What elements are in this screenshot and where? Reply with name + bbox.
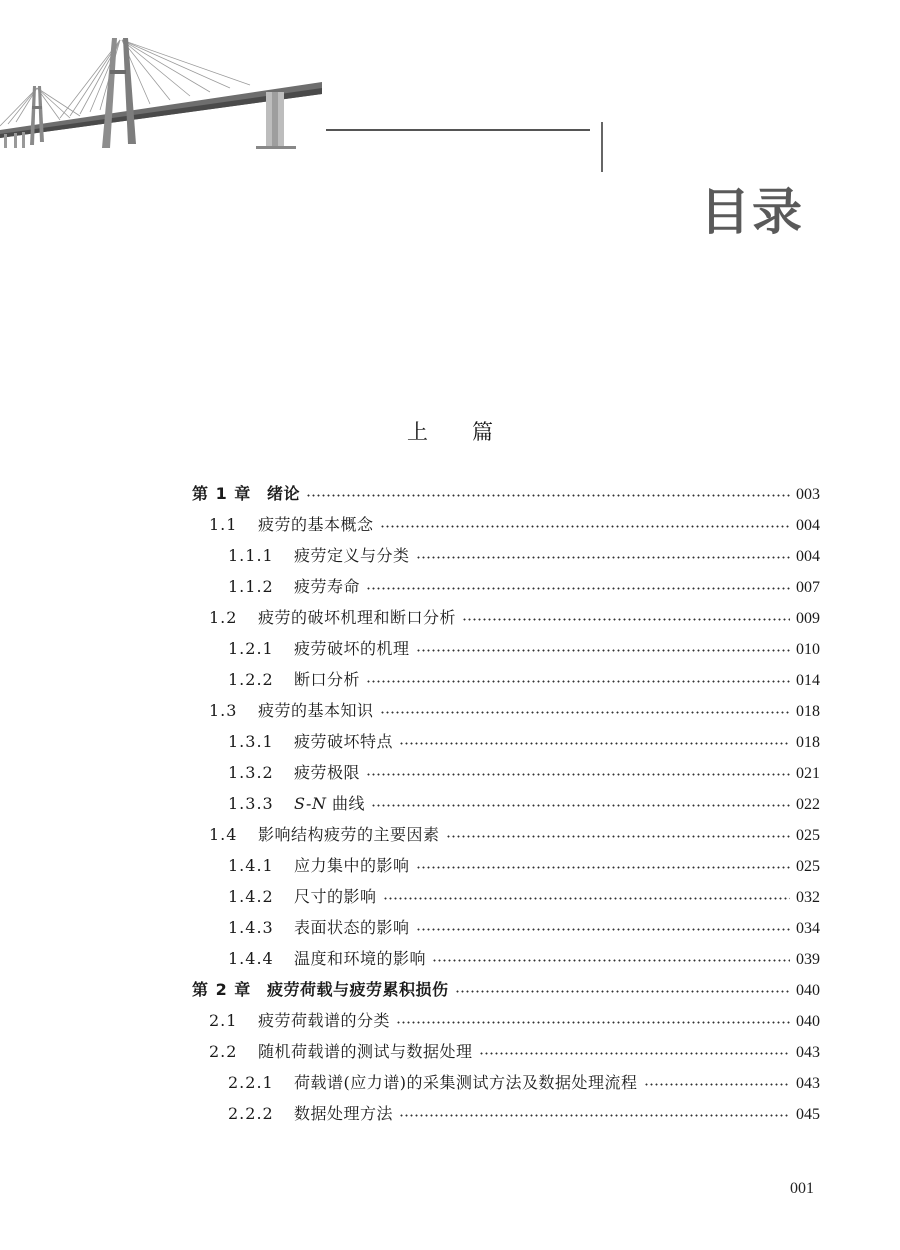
toc-entry-page: 022 [796,796,820,813]
dot-leader [366,680,790,683]
toc-entry-page: 040 [796,982,820,999]
dot-leader [396,1021,790,1024]
toc-entry-title: 疲劳荷载与疲劳累积损伤 [267,980,449,999]
toc-entry-title: 数据处理方法 [294,1104,394,1123]
dot-leader [416,649,790,652]
toc-entry-number: 2.2 [209,1042,238,1061]
toc-entry-title: 应力集中的影响 [294,856,410,875]
toc-entry[interactable] [192,1067,820,1098]
toc-entry-title-italic: S-N [294,794,327,813]
toc-entry-page: 025 [796,858,820,875]
dot-leader [416,556,790,559]
toc-entry-number: 1.3.1 [228,732,274,751]
dot-leader [366,587,790,590]
toc-entry[interactable] [192,757,820,788]
toc-entry-number: 1.3.3 [228,794,274,813]
toc-entry-number: 1.2.1 [228,639,274,658]
dot-leader [644,1083,791,1086]
toc-entry[interactable] [192,1036,820,1067]
toc-entry-number: 1.3.2 [228,763,274,782]
toc-entry-number: 1.2.2 [228,670,274,689]
page-number: 001 [790,1180,814,1197]
toc-entry-title: 影响结构疲劳的主要因素 [258,825,440,844]
toc-entry-title: 温度和环境的影响 [294,949,427,968]
dot-leader [416,866,790,869]
toc-entry-page: 018 [796,734,820,751]
toc-entry-page: 039 [796,951,820,968]
toc-entry-page: 045 [796,1106,820,1123]
dot-leader [479,1052,790,1055]
toc-entry-number: 1.4.2 [228,887,274,906]
toc-entry-title: 疲劳的基本知识 [258,701,374,720]
toc-entry[interactable] [192,850,820,881]
toc-entry-number: 1.1.1 [228,546,274,565]
toc-entry-number: 1.2 [209,608,238,627]
toc-entry-title: 尺寸的影响 [294,887,377,906]
cable-stayed-bridge-icon [0,30,330,160]
dot-leader [446,835,790,838]
toc-entry-title: 疲劳定义与分类 [294,546,410,565]
dot-leader [380,525,790,528]
toc-entry-number: 1.4.4 [228,949,274,968]
toc-entry-number: 第 2 章 [192,980,252,999]
toc-entry-title: 疲劳破坏的机理 [294,639,410,658]
toc-entry-title: 疲劳破坏特点 [294,732,394,751]
toc-entry-title: 疲劳寿命 [294,577,361,596]
toc-entry[interactable] [192,540,820,571]
toc-entry-title: 断口分析 [294,670,361,689]
toc-entry-title: 疲劳荷载谱的分类 [258,1011,391,1030]
toc-entry-title: 随机荷载谱的测试与数据处理 [258,1042,473,1061]
toc-entry-title [294,788,365,819]
toc-entry-title: 荷载谱(应力谱)的采集测试方法及数据处理流程 [294,1073,638,1092]
page-title: 目录 [700,183,804,241]
dot-leader [306,494,790,497]
toc-entry[interactable] [192,943,820,974]
toc-entry-number: 2.1 [209,1011,238,1030]
header-rule [326,129,590,131]
toc-entry-page: 004 [796,548,820,565]
toc-entry-title: 表面状态的影响 [294,918,410,937]
toc-entry-page: 014 [796,672,820,689]
toc-entry[interactable] [192,1098,820,1129]
toc-entry-page: 021 [796,765,820,782]
toc-entry-page: 004 [796,517,820,534]
toc-entry[interactable] [192,819,820,850]
toc-entry-number: 1.1 [209,515,238,534]
toc-entry-page: 010 [796,641,820,658]
toc-entry[interactable] [192,788,820,819]
toc-entry[interactable] [192,726,820,757]
dot-leader [380,711,790,714]
toc-entry[interactable] [192,974,820,1005]
toc-entry-title: 绪论 [267,484,301,503]
toc-entry[interactable] [192,881,820,912]
dot-leader [383,897,790,900]
toc-entry[interactable] [192,478,820,509]
dot-leader [399,1114,790,1117]
dot-leader [366,773,790,776]
toc-entry-page: 034 [796,920,820,937]
toc-entry[interactable] [192,633,820,664]
toc-entry-page: 018 [796,703,820,720]
part-title-char: 篇 [472,420,493,444]
toc-entry-page: 032 [796,889,820,906]
toc-entry-title-text: 曲线 [326,794,366,813]
toc-entry[interactable] [192,695,820,726]
toc-entry-page: 043 [796,1075,820,1092]
toc-entry-title: 疲劳的破坏机理和断口分析 [258,608,457,627]
toc-entry-number: 2.2.1 [228,1073,274,1092]
toc-entry-page: 043 [796,1044,820,1061]
toc-entry[interactable] [192,602,820,633]
toc-entry[interactable] [192,1005,820,1036]
part-title-char: 上 [407,420,428,444]
toc-entry-number: 1.4.1 [228,856,274,875]
toc-entry-page: 007 [796,579,820,596]
toc-entry-number: 1.3 [209,701,238,720]
toc-entry-page: 003 [796,486,820,503]
dot-leader [455,990,790,993]
toc-entry[interactable] [192,509,820,540]
part-title [0,416,900,446]
toc-entry-number: 1.4.3 [228,918,274,937]
table-of-contents [192,478,820,1129]
dot-leader [399,742,790,745]
toc-entry-number: 2.2.2 [228,1104,274,1123]
toc-entry-number: 1.1.2 [228,577,274,596]
toc-entry-page: 009 [796,610,820,627]
toc-entry-page: 040 [796,1013,820,1030]
toc-entry-title: 疲劳极限 [294,763,361,782]
dot-leader [371,804,790,807]
toc-entry-number: 1.4 [209,825,238,844]
toc-entry[interactable] [192,912,820,943]
dot-leader [416,928,790,931]
toc-entry[interactable] [192,571,820,602]
dot-leader [432,959,790,962]
header-vertical-rule [601,122,603,172]
dot-leader [462,618,790,621]
toc-entry-page: 025 [796,827,820,844]
toc-entry-title: 疲劳的基本概念 [258,515,374,534]
toc-entry-number: 第 1 章 [192,484,252,503]
toc-entry[interactable] [192,664,820,695]
